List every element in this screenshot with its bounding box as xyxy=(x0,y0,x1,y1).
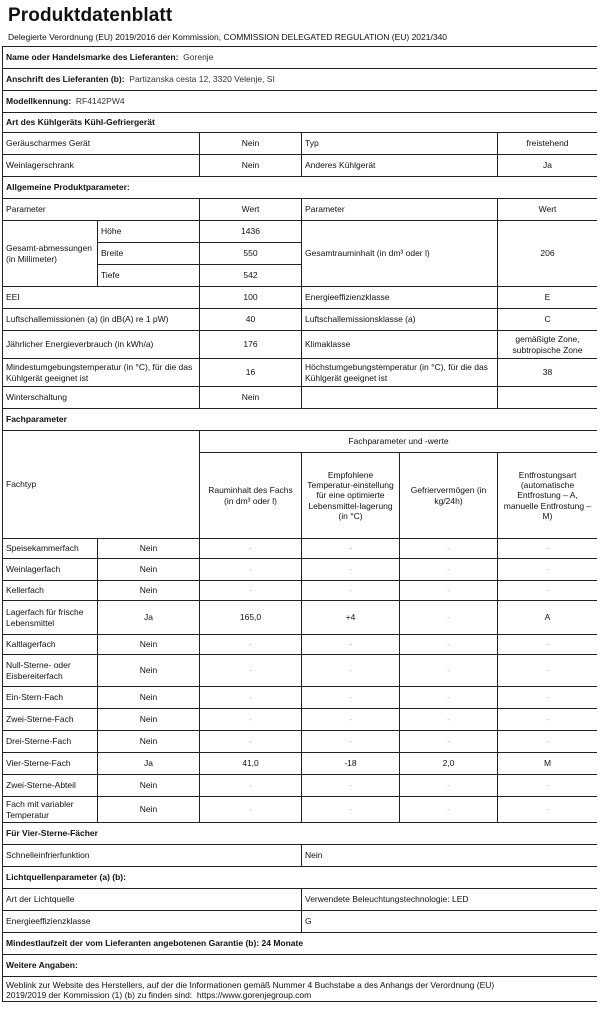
compartment-defrost: - xyxy=(498,655,598,687)
compartment-name: Speisekammerfach xyxy=(3,539,98,559)
compartment-name: Zwei-Sterne-Fach xyxy=(3,709,98,731)
dimension-name: Höhe xyxy=(98,221,200,243)
dimension-value: 550 xyxy=(200,243,302,265)
compartment-volume: - xyxy=(200,731,302,753)
supplier-name-label: Name oder Handelsmarke des Lieferanten: xyxy=(6,52,179,63)
supplier-address-value: Partizanska cesta 12, 3320 Velenje, SI xyxy=(129,74,275,85)
param-header: Parameter xyxy=(302,199,498,221)
general-row xyxy=(3,309,598,331)
compartment-freeze: - xyxy=(400,687,498,709)
compartment-present: Nein xyxy=(98,559,200,581)
compartment-name: Lagerfach für frische Lebensmittel xyxy=(3,601,98,635)
general-row-value: gemäßigte Zone, subtropische Zone xyxy=(498,331,598,359)
col-freeze-header: Gefriervermögen (in kg/24h) xyxy=(400,453,498,539)
compartment-temp: - xyxy=(302,709,400,731)
compartment-present: Nein xyxy=(98,581,200,601)
compartment-name: Ein-Stern-Fach xyxy=(3,687,98,709)
compartment-defrost: A xyxy=(498,601,598,635)
light-class-row xyxy=(3,911,598,933)
compartment-temp: - xyxy=(302,559,400,581)
warranty-value: 24 Monate xyxy=(261,938,304,949)
compartment-freeze: - xyxy=(400,775,498,797)
general-header-row xyxy=(3,199,598,221)
general-row-label: Energieeffizienzklasse xyxy=(302,287,498,309)
general-row-value xyxy=(498,387,598,409)
light-class-value: G xyxy=(302,911,598,933)
dimension-name: Tiefe xyxy=(98,265,200,287)
light-type-label: Art der Lichtquelle xyxy=(3,889,302,911)
general-heading-row xyxy=(3,177,598,199)
compartment-row xyxy=(3,601,598,635)
fast-freeze-value: Nein xyxy=(302,845,598,867)
product-data-sheet xyxy=(2,0,597,1024)
compartment-defrost: - xyxy=(498,559,598,581)
compartment-row xyxy=(3,753,598,775)
col-defrost-header: Entfrostungsart (automatische Entfrostung – A, manuelle Entfrostung – M) xyxy=(498,453,598,539)
compartment-present: Nein xyxy=(98,797,200,823)
regulation-subtitle: Delegierte Verordnung (EU) 2019/2016 der Kommission, COMMISSION DELEGATED REGULATION (EU) 2021/340 xyxy=(8,32,448,42)
compartment-volume: 41,0 xyxy=(200,753,302,775)
fast-freeze-label: Schnelleinfrierfunktion xyxy=(3,845,302,867)
compartment-defrost: - xyxy=(498,709,598,731)
manufacturer-link[interactable]: https://www.gorenjegroup.com xyxy=(196,990,312,1001)
general-row-value: C xyxy=(498,309,598,331)
compartment-row xyxy=(3,797,598,823)
general-row-label: EEI xyxy=(3,287,200,309)
compartment-temp: - xyxy=(302,731,400,753)
compartment-name: Drei-Sterne-Fach xyxy=(3,731,98,753)
general-row xyxy=(3,359,598,387)
general-row-value: 176 xyxy=(200,331,302,359)
total-volume-label: Gesamtrauminhalt (in dm³ oder l) xyxy=(302,221,498,287)
compartment-present: Nein xyxy=(98,635,200,655)
compartment-freeze: - xyxy=(400,559,498,581)
value-header: Wert xyxy=(200,199,302,221)
compartment-row xyxy=(3,559,598,581)
compartment-present: Ja xyxy=(98,753,200,775)
compartment-row xyxy=(3,635,598,655)
compartments-heading-row xyxy=(3,409,598,431)
compartment-temp: - xyxy=(302,539,400,559)
dimension-value: 1436 xyxy=(200,221,302,243)
page-title: Produktdatenblatt xyxy=(8,5,173,26)
compartment-present: Nein xyxy=(98,775,200,797)
compartment-defrost: - xyxy=(498,581,598,601)
type-row-label: Geräuscharmes Gerät xyxy=(3,133,200,155)
compartment-freeze: - xyxy=(400,797,498,823)
appliance-type-heading: Art des Kühlgeräts Kühl-Gefriergerät xyxy=(3,113,598,133)
compartments-group-row xyxy=(3,431,598,453)
appliance-type-heading-row xyxy=(3,113,598,133)
dimensions-label: Gesamt-abmessungen (in Millimeter) xyxy=(3,221,98,287)
general-row-label: Luftschallemissionsklasse (a) xyxy=(302,309,498,331)
compartment-row xyxy=(3,581,598,601)
more-text-row xyxy=(3,977,598,1002)
compartment-defrost: - xyxy=(498,687,598,709)
light-heading: Lichtquellenparameter (a) (b): xyxy=(3,867,598,889)
general-row-label: Winterschaltung xyxy=(3,387,200,409)
param-header: Parameter xyxy=(3,199,200,221)
compartment-freeze: - xyxy=(400,655,498,687)
compartment-name: Kaltlagerfach xyxy=(3,635,98,655)
compartment-name: Weinlagerfach xyxy=(3,559,98,581)
compartment-freeze: - xyxy=(400,539,498,559)
compartment-type-header: Fachtyp xyxy=(3,431,200,539)
compartment-freeze: 2,0 xyxy=(400,753,498,775)
compartment-temp: - xyxy=(302,581,400,601)
compartment-present: Nein xyxy=(98,655,200,687)
compartment-volume: - xyxy=(200,775,302,797)
light-class-label: Energieeffizienzklasse xyxy=(3,911,302,933)
general-row-label: Luftschallemissionen (a) (in dB(A) re 1 pW) xyxy=(3,309,200,331)
general-row-value: 38 xyxy=(498,359,598,387)
compartment-volume: - xyxy=(200,581,302,601)
compartment-defrost: - xyxy=(498,635,598,655)
general-row-value: E xyxy=(498,287,598,309)
light-type-value: Verwendete Beleuchtungstechnologie: LED xyxy=(302,889,598,911)
compartment-volume: - xyxy=(200,539,302,559)
four-star-heading-row xyxy=(3,823,598,845)
general-row-label: Mindestumgebungstemperatur (in °C), für die das Kühlgerät geeignet ist xyxy=(3,359,200,387)
compartment-present: Ja xyxy=(98,601,200,635)
supplier-name-row xyxy=(3,47,598,69)
compartment-present: Nein xyxy=(98,709,200,731)
compartment-defrost: M xyxy=(498,753,598,775)
more-text-line: 2019/2019 der Kommission (1) (b) zu finden sind: xyxy=(6,990,193,1001)
compartment-row xyxy=(3,687,598,709)
dimension-value: 542 xyxy=(200,265,302,287)
type-row-value: Ja xyxy=(498,155,598,177)
compartment-group-header: Fachparameter und -werte xyxy=(200,431,598,453)
general-row-label: Klimaklasse xyxy=(302,331,498,359)
compartment-volume: - xyxy=(200,655,302,687)
supplier-address-row xyxy=(3,69,598,91)
type-row xyxy=(3,133,598,155)
dimension-name: Breite xyxy=(98,243,200,265)
more-heading-row xyxy=(3,955,598,977)
col-temp-header: Empfohlene Temperatur-einstellung für eine optimierte Lebensmittel-lagerung (in °C) xyxy=(302,453,400,539)
compartment-name: Vier-Sterne-Fach xyxy=(3,753,98,775)
compartment-row xyxy=(3,709,598,731)
compartment-temp: - xyxy=(302,687,400,709)
general-row-label xyxy=(302,387,498,409)
model-label: Modellkennung: xyxy=(6,96,72,107)
compartment-volume: - xyxy=(200,709,302,731)
warranty-row xyxy=(3,933,598,955)
compartment-present: Nein xyxy=(98,687,200,709)
type-row-value: Nein xyxy=(200,133,302,155)
compartment-name: Zwei-Sterne-Abteil xyxy=(3,775,98,797)
general-row-label: Jährlicher Energieverbrauch (in kWh/a) xyxy=(3,331,200,359)
light-heading-row xyxy=(3,867,598,889)
type-row xyxy=(3,155,598,177)
compartment-defrost: - xyxy=(498,775,598,797)
total-volume-value: 206 xyxy=(498,221,598,287)
general-row-value: Nein xyxy=(200,387,302,409)
model-row xyxy=(3,91,598,113)
type-row-label: Weinlagerschrank xyxy=(3,155,200,177)
compartment-row xyxy=(3,775,598,797)
warranty-label: Mindestlaufzeit der vom Lieferanten angebotenen Garantie (b): xyxy=(6,938,260,949)
general-heading: Allgemeine Produktparameter: xyxy=(3,177,598,199)
general-row xyxy=(3,331,598,359)
compartment-volume: - xyxy=(200,687,302,709)
compartment-name: Null-Sterne- oder Eisbereiterfach xyxy=(3,655,98,687)
compartment-row xyxy=(3,731,598,753)
general-row-value: 40 xyxy=(200,309,302,331)
supplier-name-value: Gorenje xyxy=(183,52,214,63)
general-row-label: Höchstumgebungstemperatur (in °C), für die das Kühlgerät geeignet ist xyxy=(302,359,498,387)
compartment-temp: - xyxy=(302,775,400,797)
fast-freeze-row xyxy=(3,845,598,867)
compartment-freeze: - xyxy=(400,601,498,635)
compartment-volume: - xyxy=(200,559,302,581)
compartment-freeze: - xyxy=(400,709,498,731)
compartment-row xyxy=(3,655,598,687)
compartment-volume: - xyxy=(200,635,302,655)
general-row-value: 16 xyxy=(200,359,302,387)
general-row xyxy=(3,387,598,409)
compartment-volume: - xyxy=(200,797,302,823)
dimension-row xyxy=(3,221,598,243)
compartments-heading: Fachparameter xyxy=(3,409,598,431)
compartment-temp: - xyxy=(302,797,400,823)
col-volume-header: Rauminhalt des Fachs (in dm³ oder l) xyxy=(200,453,302,539)
compartment-temp: +4 xyxy=(302,601,400,635)
type-row-value: Nein xyxy=(200,155,302,177)
light-type-row xyxy=(3,889,598,911)
type-row-label: Typ xyxy=(302,133,498,155)
compartment-temp: -18 xyxy=(302,753,400,775)
compartment-row xyxy=(3,539,598,559)
compartment-present: Nein xyxy=(98,539,200,559)
type-row-value: freistehend xyxy=(498,133,598,155)
type-row-label: Anderes Kühlgerät xyxy=(302,155,498,177)
compartment-temp: - xyxy=(302,655,400,687)
compartment-defrost: - xyxy=(498,539,598,559)
supplier-address-label: Anschrift des Lieferanten (b): xyxy=(6,74,125,85)
data-sheet-table xyxy=(2,46,597,1002)
compartment-freeze: - xyxy=(400,635,498,655)
more-heading: Weitere Angaben: xyxy=(3,955,598,977)
more-text-line: Weblink zur Website des Herstellers, auf der die Informationen gemäß Nummer 4 Buchstabe a des Anhangs der Verordnung (EU) xyxy=(6,980,495,990)
compartment-freeze: - xyxy=(400,731,498,753)
compartment-present: Nein xyxy=(98,731,200,753)
compartment-name: Kellerfach xyxy=(3,581,98,601)
compartment-name: Fach mit variabler Temperatur xyxy=(3,797,98,823)
general-row xyxy=(3,287,598,309)
compartment-volume: 165,0 xyxy=(200,601,302,635)
general-row-value: 100 xyxy=(200,287,302,309)
four-star-heading: Für Vier-Sterne-Fächer xyxy=(3,823,598,845)
compartment-defrost: - xyxy=(498,797,598,823)
compartment-freeze: - xyxy=(400,581,498,601)
compartment-rows xyxy=(3,539,598,823)
model-value: RF4142PW4 xyxy=(75,96,125,107)
compartment-temp: - xyxy=(302,635,400,655)
value-header: Wert xyxy=(498,199,598,221)
compartment-defrost: - xyxy=(498,731,598,753)
